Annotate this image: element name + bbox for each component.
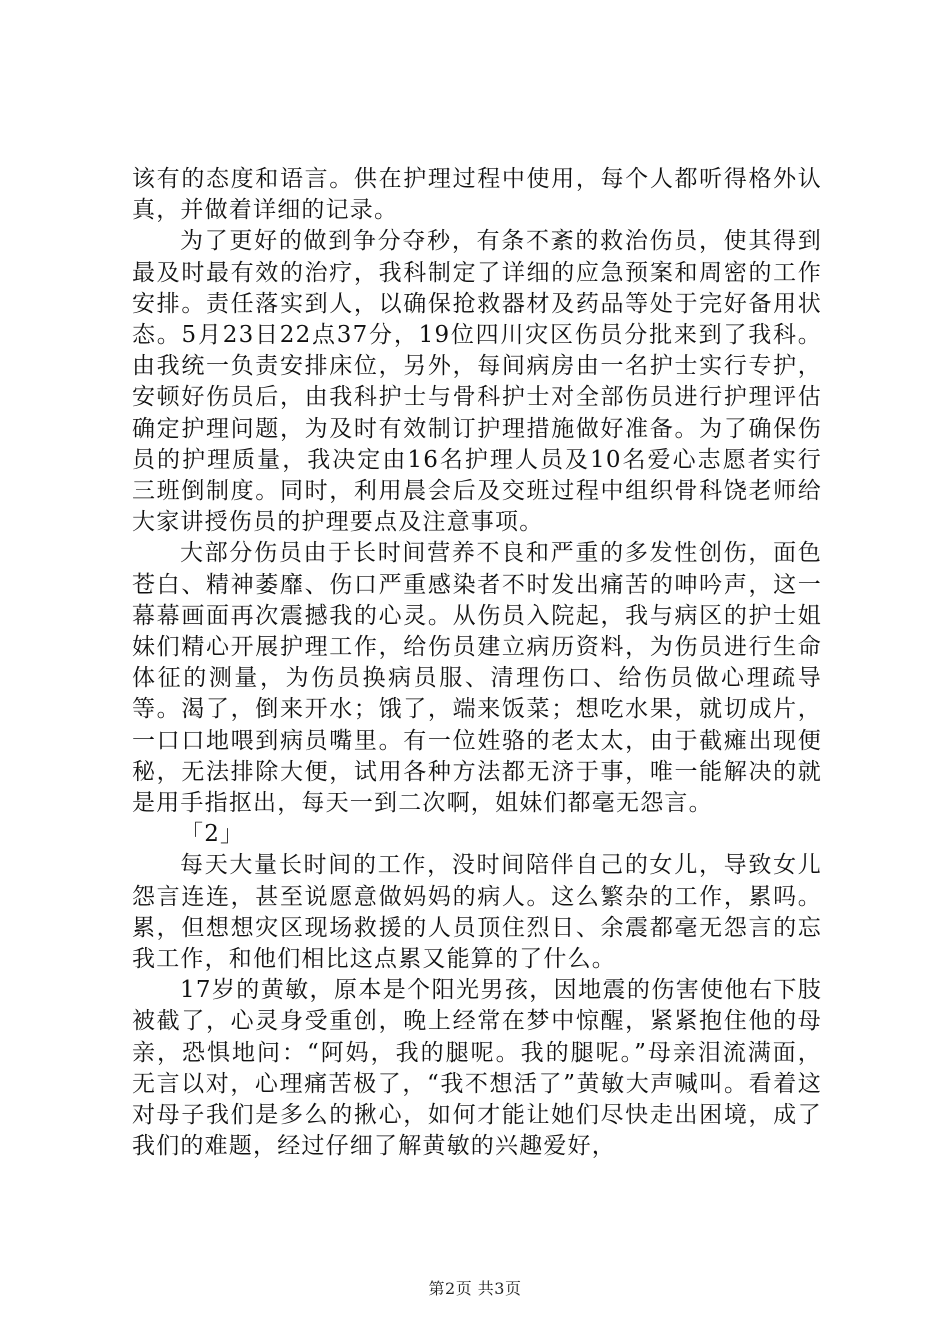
paragraph-4: 每天大量长时间的工作，没时间陪伴自己的女儿，导致女儿怨言连连，甚至说愿意做妈妈的病人。这么繁杂的工作，累吗。累，但想想灾区现场救援的人员顶住烈日、余震都毫无怨言的忘我工作，和他们相比这点累又能算的了什么。 <box>132 852 822 973</box>
paragraph-1: 该有的态度和语言。供在护理过程中使用，每个人都听得格外认真，并做着详细的记录。 <box>132 166 822 224</box>
paragraph-2: 为了更好的做到争分夺秒，有条不紊的救治伤员，使其得到最及时最有效的治疗，我科制定了详细的应急预案和周密的工作安排。责任落实到人，以确保抢救器材及药品等处于完好备用状态。5月23日22点37分，19位四川灾区伤员分批来到了我科。由我统一负责安排床位，另外，每间病房由一名护士实行专护，安顿好伤员后，由我科护士与骨科护士对全部伤员进行护理评估确定护理问题，为及时有效制订护理措施做好准备。为了确保伤员的护理质量，我决定由16名护理人员及10名爱心志愿者实行三班倒制度。同时，利用晨会后及交班过程中组织骨科饶老师给大家讲授伤员的护理要点及注意事项。 <box>132 228 822 536</box>
paragraph-3: 大部分伤员由于长时间营养不良和严重的多发性创伤，面色苍白、精神萎靡、伤口严重感染者不时发出痛苦的呻吟声，这一幕幕画面再次震撼我的心灵。从伤员入院起，我与病区的护士姐妹们精心开展护理工作，给伤员建立病历资料，为伤员进行生命体征的测量，为伤员换病员服、清理伤口、给伤员做心理疏导等。渴了，倒来开水；饿了，端来饭菜；想吃水果，就切成片，一口口地喂到病员嘴里。有一位姓骆的老太太，由于截瘫出现便秘，无法排除大便，试用各种方法都无济于事，唯一能解决的就是用手指抠出，每天一到二次啊，姐妹们都毫无怨言。 <box>132 540 822 817</box>
section-marker: 「2」 <box>180 821 245 848</box>
paragraph-5: 17岁的黄敏，原本是个阳光男孩，因地震的伤害使他右下肢被截了，心灵身受重创，晚上经常在梦中惊醒，紧紧抱住他的母亲，恐惧地问：“阿妈，我的腿呢。我的腿呢。”母亲泪流满面，无言以对，心理痛苦极了，“我不想活了”黄敏大声喊叫。看着这对母子我们是多么的揪心，如何才能让她们尽快走出困境，成了我们的难题，经过仔细了解黄敏的兴趣爱好， <box>132 977 822 1160</box>
document-body <box>132 164 822 1163</box>
page-footer: 第2页 共3页 <box>428 1279 522 1298</box>
